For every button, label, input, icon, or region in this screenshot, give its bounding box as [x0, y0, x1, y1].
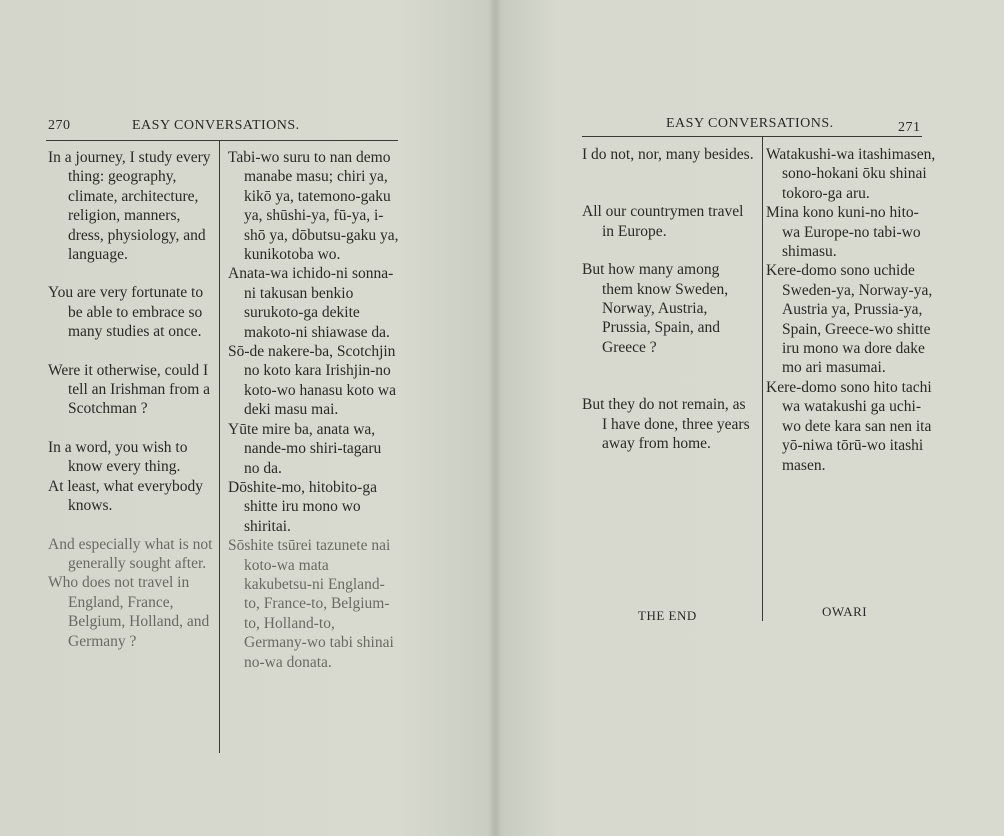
- japanese-entry: Sō-de nakere-ba, Scotchjin no koto kara Irishjin-no koto-wo hanasu koto wa deki masu mai.: [228, 343, 396, 419]
- english-entry: I do not, nor, many besides.: [582, 146, 754, 163]
- japanese-entry: Tabi-wo suru to nan demo manabe masu; chiri ya, kikō ya, tatemono-gaku ya, shūshi-ya, fū-ya, i-shō ya, dōbutsu-gaku ya, kunikotoba wo.: [228, 149, 399, 264]
- japanese-entry: Kere-domo sono uchide Sweden-ya, Norway-ya, Austria ya, Prussia-ya, Spain, Greece-wo shitte iru mono wa dore dake mo ari masumai.: [766, 262, 933, 377]
- japanese-entry: Yūte mire ba, anata wa, nande-mo shiri-tagaru no da.: [228, 420, 382, 477]
- english-column: [582, 145, 754, 453]
- english-entry: Were it otherwise, could I tell an Irishman from a Scotchman ?: [48, 361, 211, 418]
- japanese-entry: Mina kono kuni-no hito-wa Europe-no tabi-wo shimasu.: [766, 204, 921, 261]
- end-label-japanese: OWARI: [822, 604, 868, 619]
- japanese-entry: Watakushi-wa itashimasen, sono-hokani ōku shinai tokoro-ga aru.: [766, 146, 936, 202]
- header-rule: [46, 140, 398, 141]
- right-page: [496, 0, 1004, 836]
- end-label-english: THE END: [638, 608, 697, 623]
- book-gutter: [488, 0, 502, 836]
- english-entry: At least, what everybody knows.: [48, 477, 203, 515]
- english-entry: In a word, you wish to know every thing.: [48, 438, 188, 476]
- english-entry: All our countrymen travel in Europe.: [582, 203, 744, 240]
- japanese-column: [766, 145, 936, 475]
- english-entry: But they do not remain, as I have done, three years away from home.: [582, 396, 750, 453]
- english-column: [48, 148, 214, 651]
- english-entry: But how many among them know Sweden, Norway, Austria, Prussia, Spain, and Greece ?: [582, 261, 729, 356]
- running-head: EASY CONVERSATIONS.: [666, 116, 834, 131]
- japanese-column: [228, 148, 400, 672]
- english-entry: In a journey, I study every thing: geography, climate, architecture, religion, manners, dress, physiology, and language.: [48, 149, 211, 264]
- column-divider: [219, 141, 220, 753]
- japanese-entry: Dōshite-mo, hitobito-ga shitte iru mono wo shiritai.: [228, 478, 377, 535]
- japanese-entry: Anata-wa ichido-ni sonna-ni takusan benkio surukoto-ga dekite makoto-ni shiawase da.: [228, 265, 394, 341]
- page-number: 271: [898, 120, 921, 135]
- english-entry: And especially what is not generally sought after.: [48, 535, 213, 572]
- page-number: 270: [48, 118, 71, 133]
- english-entry: You are very fortunate to be able to embrace so many studies at once.: [48, 284, 204, 341]
- header-rule: [582, 136, 922, 137]
- left-page: [0, 0, 496, 836]
- english-entry: Who does not travel in England, France, Belgium, Holland, and Germany ?: [48, 574, 210, 650]
- column-divider: [762, 137, 763, 621]
- japanese-entry: Sōshite tsūrei tazunete nai koto-wa mata kakubetsu-ni England-to, France-to, Belgium-to, Holland-to, Germany-wo tabi shinai no-wa donata.: [228, 537, 394, 671]
- running-head: EASY CONVERSATIONS.: [132, 118, 300, 133]
- japanese-entry: Kere-domo sono hito tachi wa watakushi ga uchi-wo dete kara san nen ita yō-niwa tōrū-wo itashi masen.: [766, 378, 932, 474]
